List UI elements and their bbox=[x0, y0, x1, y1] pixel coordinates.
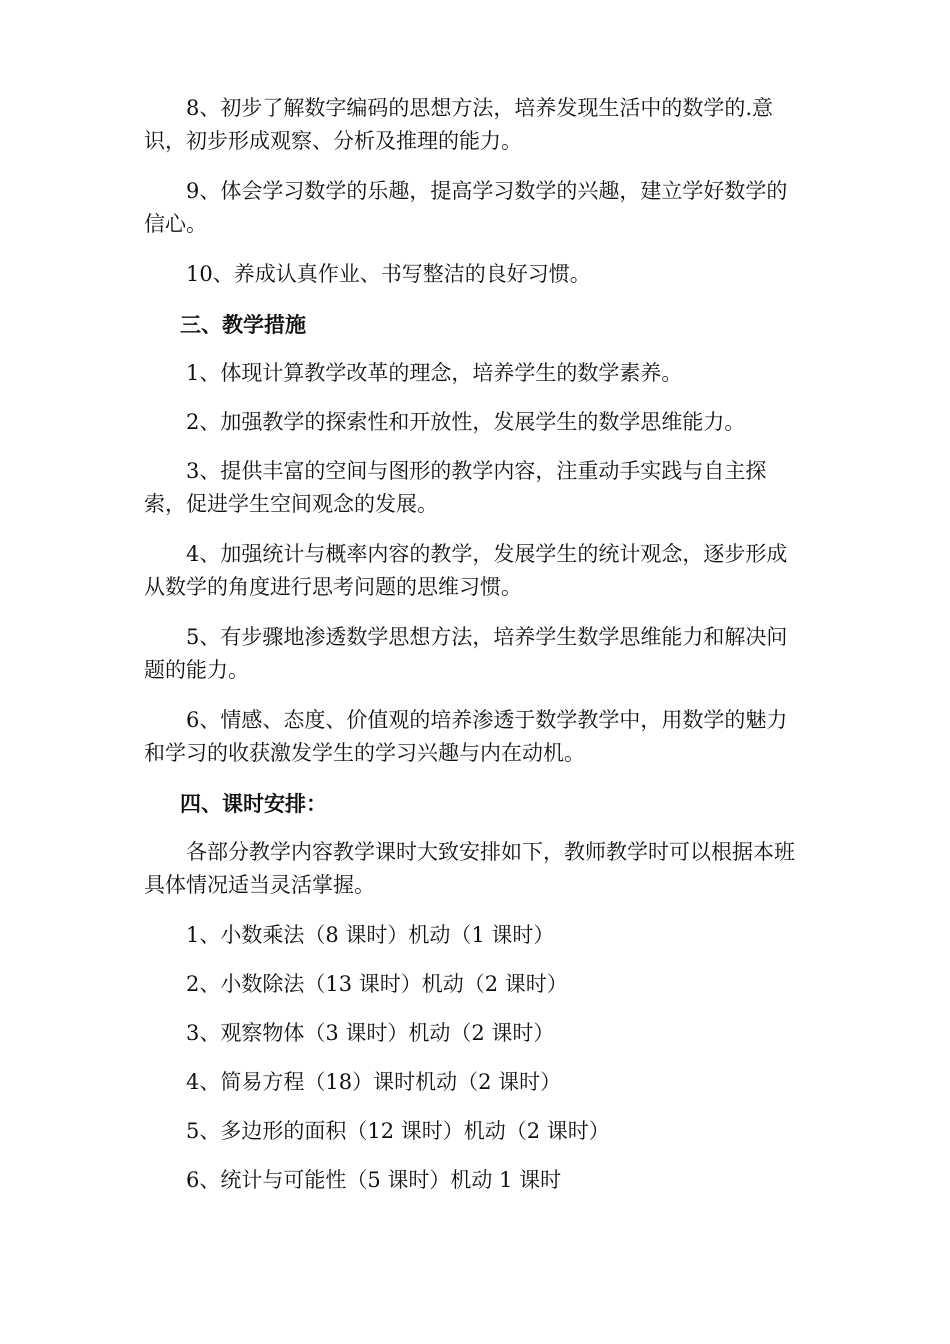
measure-item: 5、有步骤地渗透数学思想方法，培养学生数学思维能力和解决问题的能力。 bbox=[144, 625, 788, 682]
measure-item: 6、情感、态度、价值观的培养渗透于数学教学中，用数学的魅力和学习的收获激发学生的学习兴趣与内在动机。 bbox=[144, 708, 788, 765]
measure-item: 4、加强统计与概率内容的教学，发展学生的统计观念，逐步形成从数学的角度进行思考问题的思维习惯。 bbox=[144, 542, 788, 599]
document-page bbox=[144, 92, 806, 1213]
schedule-item: 3、观察物体（3 课时）机动（2 课时） bbox=[186, 1021, 555, 1045]
measure-item: 1、体现计算教学改革的理念，培养学生的数学素养。 bbox=[186, 361, 683, 385]
goal-item-9: 9、体会学习数学的乐趣，提高学习数学的兴趣，建立学好数学的信心。 bbox=[144, 179, 788, 236]
schedule-item: 4、简易方程（18）课时机动（2 课时） bbox=[186, 1070, 562, 1094]
schedule-intro: 各部分教学内容教学课时大致安排如下，教师教学时可以根据本班具体情况适当灵活掌握。 bbox=[144, 840, 795, 897]
schedule-item: 6、统计与可能性（5 课时）机动 1 课时 bbox=[186, 1168, 562, 1192]
goal-item-8: 8、初步了解数字编码的思想方法，培养发现生活中的数学的.意识，初步形成观察、分析及推理的能力。 bbox=[144, 96, 774, 153]
measures-heading: 三、教学措施 bbox=[180, 312, 306, 337]
schedule-item: 5、多边形的面积（12 课时）机动（2 课时） bbox=[186, 1119, 610, 1143]
goal-item-10: 10、养成认真作业、书写整洁的良好习惯。 bbox=[186, 262, 591, 286]
schedule-item: 2、小数除法（13 课时）机动（2 课时） bbox=[186, 972, 568, 996]
measure-item: 3、提供丰富的空间与图形的教学内容，注重动手实践与自主探索，促进学生空间观念的发展。 bbox=[144, 459, 767, 516]
schedule-heading: 四、课时安排： bbox=[180, 791, 327, 816]
schedule-item: 1、小数乘法（8 课时）机动（1 课时） bbox=[186, 923, 555, 947]
measure-item: 2、加强教学的探索性和开放性，发展学生的数学思维能力。 bbox=[186, 410, 746, 434]
